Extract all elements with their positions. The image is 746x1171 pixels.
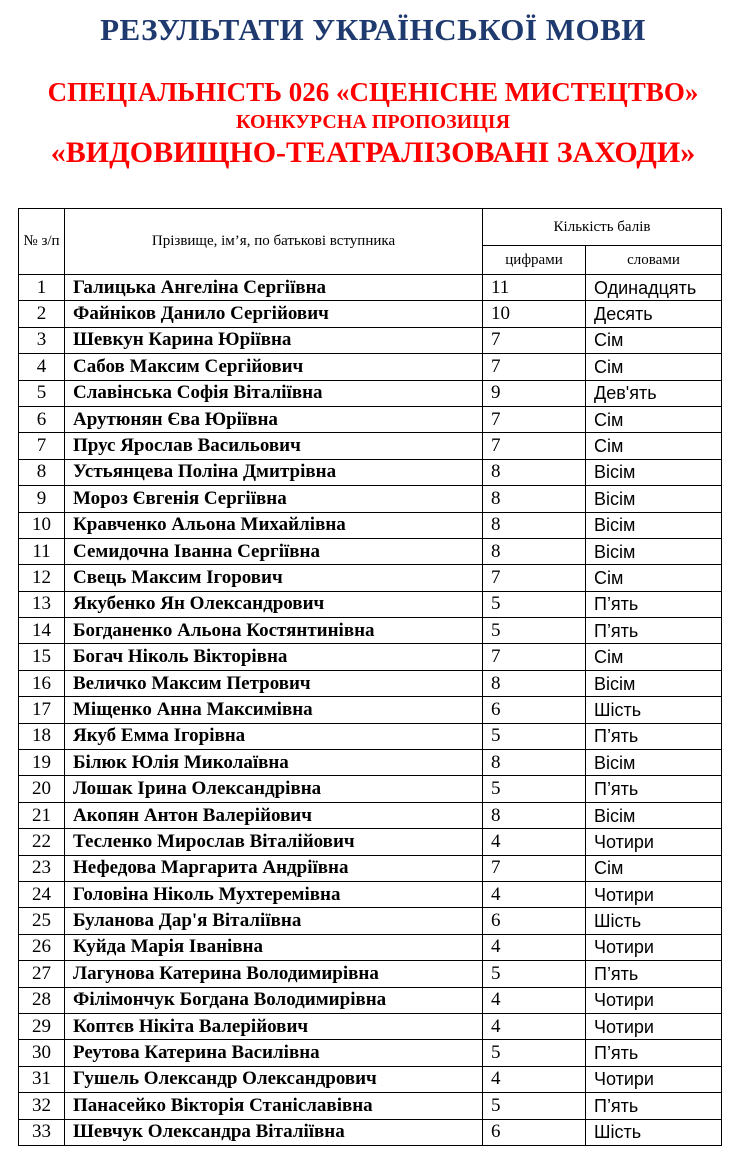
applicant-name: Богач Ніколь Вікторівна (65, 644, 483, 670)
applicant-name: Панасейко Вікторія Станіславівна (65, 1093, 483, 1119)
score-words: Шість (586, 697, 722, 723)
row-number: 12 (19, 565, 65, 591)
score-digits: 7 (483, 644, 586, 670)
specialty-heading: СПЕЦІАЛЬНІСТЬ 026 «СЦЕНІСНЕ МИСТЕЦТВО» (47, 77, 699, 107)
score-digits: 7 (483, 354, 586, 380)
row-number: 25 (19, 908, 65, 934)
row-number: 8 (19, 459, 65, 485)
table-row (19, 459, 722, 485)
score-digits: 8 (483, 486, 586, 512)
applicant-name: Буланова Дар'я Віталіївна (65, 908, 483, 934)
applicant-name: Гушель Олександр Олександрович (65, 1066, 483, 1092)
row-number: 14 (19, 618, 65, 644)
row-number: 18 (19, 723, 65, 749)
applicant-name: Галицька Ангеліна Сергіївна (65, 275, 483, 301)
score-digits: 8 (483, 512, 586, 538)
score-digits: 8 (483, 750, 586, 776)
table-row (19, 934, 722, 960)
score-words: Вісім (586, 459, 722, 485)
score-digits: 4 (483, 1066, 586, 1092)
row-number: 29 (19, 1013, 65, 1039)
score-digits: 8 (483, 538, 586, 564)
row-number: 32 (19, 1093, 65, 1119)
score-digits: 11 (483, 275, 586, 301)
row-number: 6 (19, 406, 65, 432)
applicant-name: Семидочна Іванна Сергіївна (65, 538, 483, 564)
table-row (19, 881, 722, 907)
score-digits: 4 (483, 829, 586, 855)
table-row (19, 1066, 722, 1092)
score-digits: 4 (483, 987, 586, 1013)
score-digits: 5 (483, 618, 586, 644)
applicant-name: Сабов Максим Сергійович (65, 354, 483, 380)
applicant-name: Акопян Антон Валерійович (65, 802, 483, 828)
score-digits: 6 (483, 697, 586, 723)
applicant-name: Куйда Марія Іванівна (65, 934, 483, 960)
applicant-name: Лагунова Катерина Володимирівна (65, 961, 483, 987)
score-digits: 10 (483, 301, 586, 327)
table-row (19, 961, 722, 987)
table-row (19, 275, 722, 301)
score-digits: 7 (483, 327, 586, 353)
score-digits: 5 (483, 591, 586, 617)
score-words: П’ять (586, 776, 722, 802)
col-header-words: словами (586, 246, 722, 275)
score-words: Вісім (586, 538, 722, 564)
score-words: П’ять (586, 1093, 722, 1119)
table-row (19, 380, 722, 406)
col-header-name: Прізвище, ім’я, по батькові вступника (65, 209, 483, 275)
score-digits: 6 (483, 1119, 586, 1145)
row-number: 28 (19, 987, 65, 1013)
score-words: Сім (586, 855, 722, 881)
score-digits: 8 (483, 670, 586, 696)
table-row (19, 618, 722, 644)
row-number: 22 (19, 829, 65, 855)
table-row (19, 1119, 722, 1145)
score-words: Чотири (586, 1013, 722, 1039)
row-number: 23 (19, 855, 65, 881)
applicant-name: Якуб Емма Ігорівна (65, 723, 483, 749)
row-number: 24 (19, 881, 65, 907)
applicant-name: Білюк Юлія Миколаївна (65, 750, 483, 776)
applicant-name: Мороз Євгенія Сергіївна (65, 486, 483, 512)
row-number: 5 (19, 380, 65, 406)
applicant-name: Тесленко Мирослав Віталійович (65, 829, 483, 855)
table-row (19, 538, 722, 564)
table-row (19, 697, 722, 723)
score-digits: 4 (483, 881, 586, 907)
score-words: Чотири (586, 829, 722, 855)
score-words: Десять (586, 301, 722, 327)
applicant-name: Богданенко Альона Костянтинівна (65, 618, 483, 644)
score-digits: 7 (483, 855, 586, 881)
table-row (19, 406, 722, 432)
score-words: Вісім (586, 802, 722, 828)
applicant-name: Головіна Ніколь Мухтеремівна (65, 881, 483, 907)
applicant-name: Коптєв Нікіта Валерійович (65, 1013, 483, 1039)
results-table (18, 208, 722, 1146)
row-number: 1 (19, 275, 65, 301)
offer-name: «ВИДОВИЩНО-ТЕАТРАЛІЗОВАНІ ЗАХОДИ» (50, 136, 696, 169)
table-row (19, 512, 722, 538)
score-digits: 4 (483, 934, 586, 960)
score-digits: 5 (483, 1093, 586, 1119)
table-row (19, 354, 722, 380)
score-words: П’ять (586, 961, 722, 987)
score-words: Дев'ять (586, 380, 722, 406)
table-row (19, 855, 722, 881)
table-row (19, 829, 722, 855)
table-row (19, 1013, 722, 1039)
table-row (19, 644, 722, 670)
row-number: 16 (19, 670, 65, 696)
table-row (19, 723, 722, 749)
applicant-name: Міщенко Анна Максимівна (65, 697, 483, 723)
row-number: 11 (19, 538, 65, 564)
row-number: 13 (19, 591, 65, 617)
col-header-number: № з/п (19, 209, 65, 275)
score-words: Чотири (586, 1066, 722, 1092)
score-digits: 5 (483, 723, 586, 749)
applicant-name: Свець Максим Ігорович (65, 565, 483, 591)
score-words: Сім (586, 327, 722, 353)
table-row (19, 486, 722, 512)
applicant-name: Реутова Катерина Василівна (65, 1040, 483, 1066)
applicant-name: Прус Ярослав Васильович (65, 433, 483, 459)
score-digits: 7 (483, 406, 586, 432)
row-number: 27 (19, 961, 65, 987)
table-row (19, 433, 722, 459)
score-digits: 4 (483, 1013, 586, 1039)
table-row (19, 802, 722, 828)
score-words: Вісім (586, 670, 722, 696)
applicant-name: Устьянцева Поліна Дмитрівна (65, 459, 483, 485)
row-number: 19 (19, 750, 65, 776)
score-words: Чотири (586, 881, 722, 907)
offer-label: КОНКУРСНА ПРОПОЗИЦІЯ (235, 111, 511, 133)
table-row (19, 327, 722, 353)
score-words: Сім (586, 433, 722, 459)
col-header-digits: цифрами (483, 246, 586, 275)
row-number: 21 (19, 802, 65, 828)
applicant-name: Шевкун Карина Юріївна (65, 327, 483, 353)
table-row (19, 776, 722, 802)
score-words: Вісім (586, 486, 722, 512)
row-number: 10 (19, 512, 65, 538)
score-digits: 7 (483, 433, 586, 459)
row-number: 7 (19, 433, 65, 459)
table-row (19, 750, 722, 776)
table-row (19, 1040, 722, 1066)
table-row (19, 1093, 722, 1119)
applicant-name: Якубенко Ян Олександрович (65, 591, 483, 617)
applicant-name: Філімончук Богдана Володимирівна (65, 987, 483, 1013)
row-number: 26 (19, 934, 65, 960)
score-words: П’ять (586, 591, 722, 617)
score-digits: 7 (483, 565, 586, 591)
applicant-name: Лошак Ірина Олександрівна (65, 776, 483, 802)
score-words: Чотири (586, 934, 722, 960)
row-number: 2 (19, 301, 65, 327)
score-digits: 8 (483, 802, 586, 828)
row-number: 20 (19, 776, 65, 802)
row-number: 9 (19, 486, 65, 512)
applicant-name: Шевчук Олександра Віталіївна (65, 1119, 483, 1145)
applicant-name: Величко Максим Петрович (65, 670, 483, 696)
table-row (19, 908, 722, 934)
score-words: П’ять (586, 618, 722, 644)
score-words: Вісім (586, 512, 722, 538)
row-number: 31 (19, 1066, 65, 1092)
table-row (19, 987, 722, 1013)
row-number: 17 (19, 697, 65, 723)
score-words: Сім (586, 354, 722, 380)
score-words: Сім (586, 406, 722, 432)
score-words: Шість (586, 908, 722, 934)
page-title: РЕЗУЛЬТАТИ УКРАЇНСЬКОЇ МОВИ (100, 12, 646, 47)
applicant-name: Славінська Софія Віталіївна (65, 380, 483, 406)
row-number: 30 (19, 1040, 65, 1066)
score-digits: 9 (483, 380, 586, 406)
score-words: Чотири (586, 987, 722, 1013)
applicant-name: Кравченко Альона Михайлівна (65, 512, 483, 538)
score-digits: 5 (483, 961, 586, 987)
score-words: П’ять (586, 723, 722, 749)
score-words: Вісім (586, 750, 722, 776)
table-row (19, 301, 722, 327)
row-number: 4 (19, 354, 65, 380)
score-words: Шість (586, 1119, 722, 1145)
row-number: 3 (19, 327, 65, 353)
row-number: 15 (19, 644, 65, 670)
table-row (19, 591, 722, 617)
applicant-name: Арутюнян Єва Юріївна (65, 406, 483, 432)
table-row (19, 670, 722, 696)
score-digits: 8 (483, 459, 586, 485)
score-digits: 5 (483, 1040, 586, 1066)
score-words: Одинадцять (586, 275, 722, 301)
table-row (19, 565, 722, 591)
score-words: П’ять (586, 1040, 722, 1066)
col-header-score: Кількість балів (483, 209, 722, 246)
row-number: 33 (19, 1119, 65, 1145)
applicant-name: Нефедова Маргарита Андріївна (65, 855, 483, 881)
score-words: Сім (586, 565, 722, 591)
score-digits: 5 (483, 776, 586, 802)
score-digits: 6 (483, 908, 586, 934)
applicant-name: Файніков Данило Сергійович (65, 301, 483, 327)
score-words: Сім (586, 644, 722, 670)
